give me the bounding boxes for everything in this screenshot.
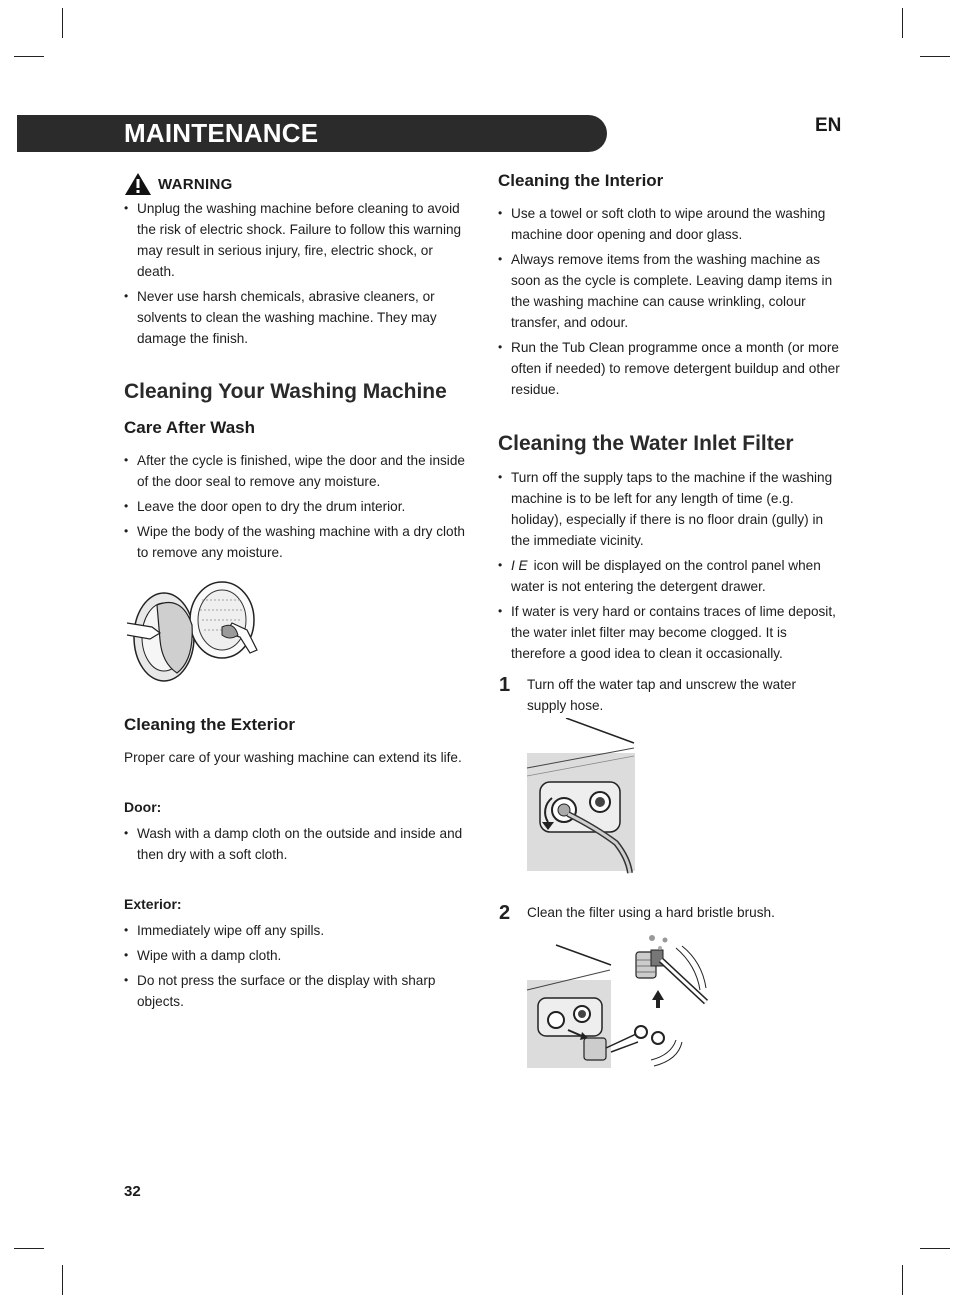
door-wiping-illustration bbox=[122, 575, 262, 685]
crop-mark bbox=[920, 1248, 950, 1249]
step-text: Turn off the water tap and unscrew the water supply hose. bbox=[527, 677, 797, 713]
brush-filter-illustration bbox=[526, 930, 716, 1070]
exterior-label: Exterior: bbox=[124, 896, 182, 912]
list-item: • Immediately wipe off any spills. bbox=[124, 920, 469, 941]
list-item: • Wipe the body of the washing machine with a dry cloth to remove any moisture. bbox=[124, 521, 469, 563]
subsection-title-care-after-wash: Care After Wash bbox=[124, 418, 255, 437]
list-item: • Run the Tub Clean programme once a month (or more often if needed) to remove detergent buildup and other residue. bbox=[498, 337, 843, 400]
subsection-title-exterior: Cleaning the Exterior bbox=[124, 715, 295, 734]
crop-mark bbox=[62, 8, 63, 38]
list-item: • Always remove items from the washing machine as soon as the cycle is complete. Leaving damp items in the washing machine can cause wrinkling, colour transfer, and odour. bbox=[498, 249, 843, 333]
door-list bbox=[124, 823, 469, 869]
crop-mark bbox=[902, 1265, 903, 1295]
step-text: Clean the filter using a hard bristle brush. bbox=[527, 905, 775, 920]
warning-heading bbox=[124, 172, 233, 196]
language-code: EN bbox=[815, 115, 842, 136]
list-item: • I E icon will be displayed on the control panel when water is not entering the detergent drawer. bbox=[498, 555, 843, 597]
crop-mark bbox=[920, 56, 950, 57]
warning-list bbox=[124, 198, 469, 353]
step-number: 2 bbox=[499, 902, 511, 924]
section-title-cleaning-machine: Cleaning Your Washing Machine bbox=[124, 380, 447, 403]
list-item: • Leave the door open to dry the drum interior. bbox=[124, 496, 469, 517]
list-item: • Wipe with a damp cloth. bbox=[124, 945, 469, 966]
section-header-bar bbox=[17, 115, 607, 152]
list-item: • Unplug the washing machine before cleaning to avoid the risk of electric shock. Failure to follow this warning may result in serious injury, fire, electric shock, or death. bbox=[124, 198, 469, 282]
interior-list bbox=[498, 203, 843, 404]
page-number: 32 bbox=[124, 1183, 141, 1200]
list-item: • If water is very hard or contains traces of lime deposit, the water inlet filter may become clogged. It is therefore a good idea to clean it occasionally. bbox=[498, 601, 843, 664]
list-item: • Do not press the surface or the display with sharp objects. bbox=[124, 970, 469, 1012]
crop-mark bbox=[902, 8, 903, 38]
inlet-filter-list bbox=[498, 467, 843, 668]
crop-mark bbox=[14, 56, 44, 57]
care-after-wash-list bbox=[124, 450, 469, 567]
exterior-list bbox=[124, 920, 469, 1016]
list-item: • Use a towel or soft cloth to wipe around the washing machine door opening and door glass. bbox=[498, 203, 843, 245]
ie-error-code: I E bbox=[511, 558, 528, 573]
list-item: • Never use harsh chemicals, abrasive cleaners, or solvents to clean the washing machine. They may damage the finish. bbox=[124, 286, 469, 349]
section-title-inlet-filter: Cleaning the Water Inlet Filter bbox=[498, 432, 794, 455]
subsection-title-interior: Cleaning the Interior bbox=[498, 171, 664, 190]
crop-mark bbox=[14, 1248, 44, 1249]
crop-mark bbox=[62, 1265, 63, 1295]
exterior-intro: Proper care of your washing machine can extend its life. bbox=[124, 750, 462, 765]
list-item: • Wash with a damp cloth on the outside and inside and then dry with a soft cloth. bbox=[124, 823, 469, 865]
warning-icon bbox=[124, 172, 152, 196]
list-item: • Turn off the supply taps to the machine if the washing machine is to be left for any length of time (e.g. holiday), especially if there is no floor drain (gully) in the immediate vicinity. bbox=[498, 467, 843, 551]
unscrew-hose-illustration bbox=[526, 718, 636, 876]
page-title: MAINTENANCE bbox=[124, 118, 319, 148]
warning-label: WARNING bbox=[158, 175, 233, 193]
door-label: Door: bbox=[124, 799, 162, 815]
step-number: 1 bbox=[499, 674, 511, 696]
list-item: • After the cycle is finished, wipe the door and the inside of the door seal to remove any moisture. bbox=[124, 450, 469, 492]
